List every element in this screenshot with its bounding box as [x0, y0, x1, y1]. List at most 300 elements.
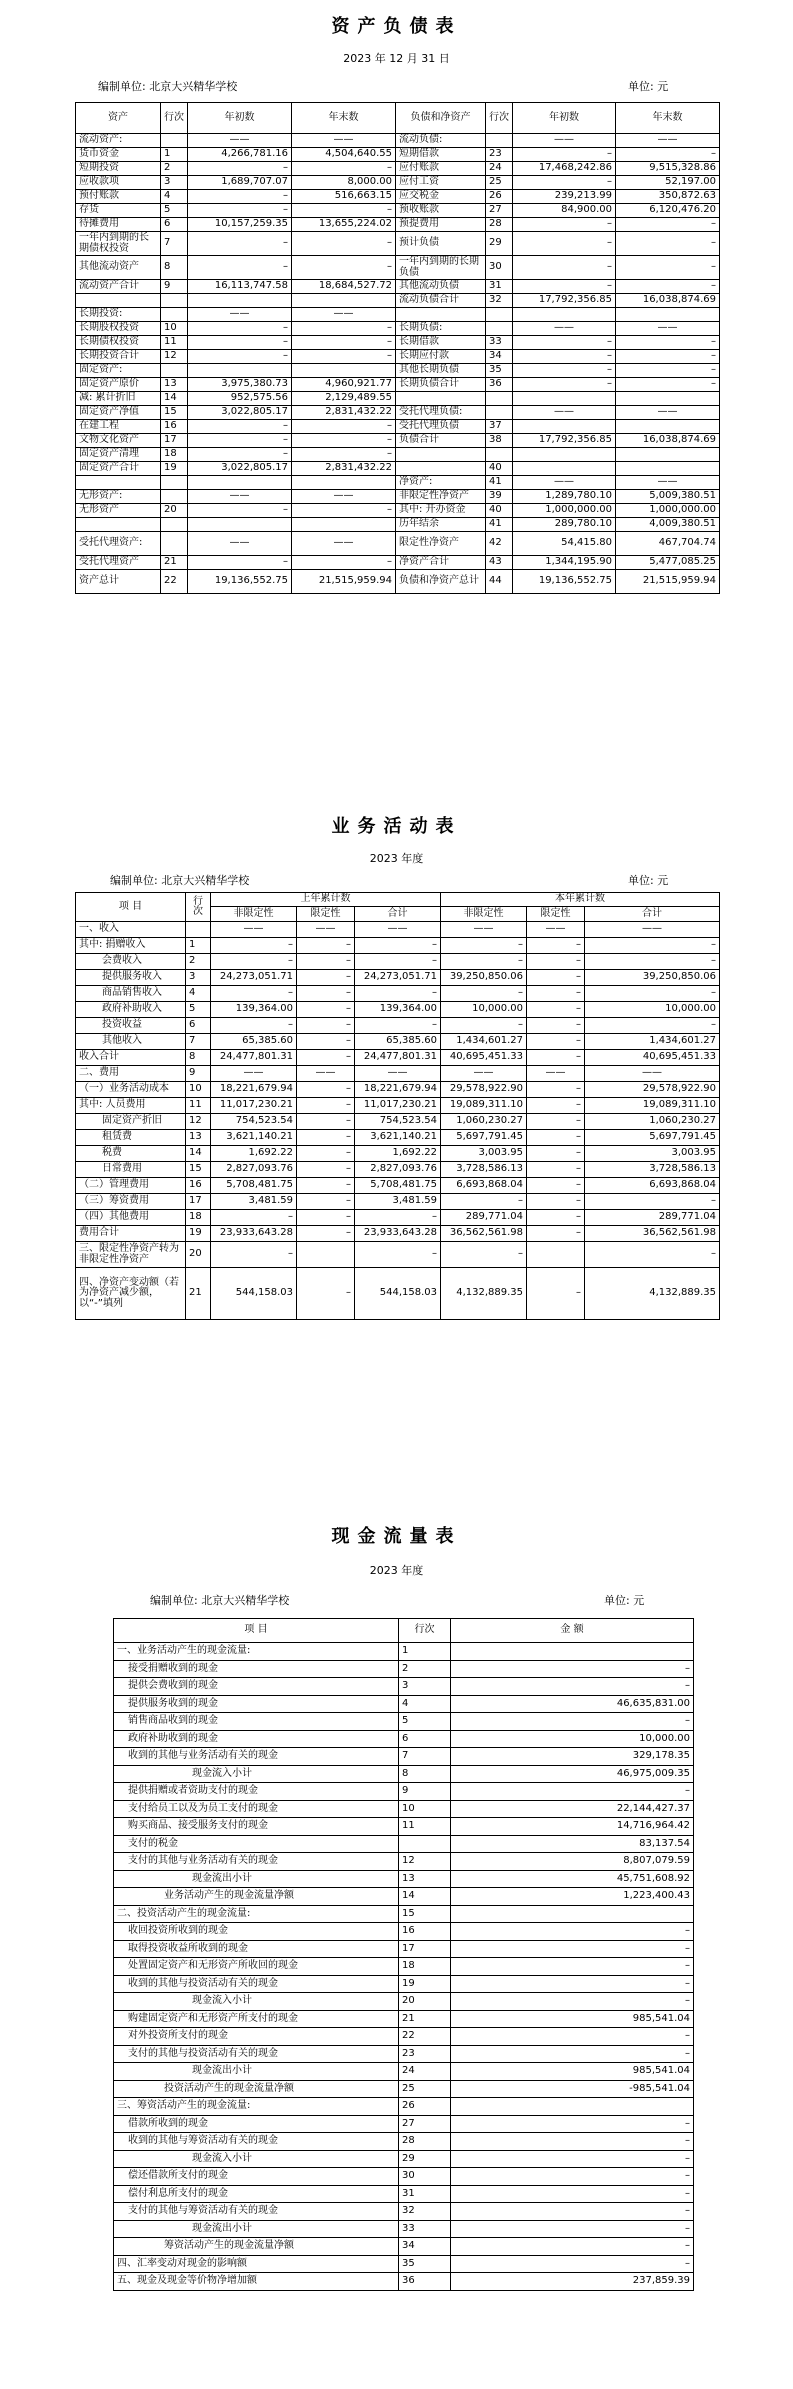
table-cell: ——: [513, 134, 616, 148]
table-cell: （四）其他费用: [76, 1210, 186, 1226]
table-row: [114, 1783, 694, 1801]
table-cell: 5,697,791.45: [585, 1130, 720, 1146]
table-cell: 日常费用: [76, 1162, 186, 1178]
table-cell: ——: [292, 490, 396, 504]
table-cell: 22: [399, 2028, 451, 2046]
table-cell: 14,716,964.42: [451, 1818, 694, 1836]
table-cell: [616, 308, 720, 322]
table-cell: 30: [399, 2168, 451, 2186]
column-header: 限定性: [527, 907, 585, 922]
table-row: [114, 1975, 694, 1993]
table-cell: 2,831,432.22: [292, 406, 396, 420]
table-cell: [513, 448, 616, 462]
table-cell: 14: [186, 1146, 211, 1162]
table-row: [114, 2133, 694, 2151]
table-cell: 5,477,085.25: [616, 556, 720, 570]
column-header-line: 行次: [186, 893, 211, 922]
table-cell: –: [616, 148, 720, 162]
table-cell: –: [292, 434, 396, 448]
table-cell: 6,693,868.04: [441, 1178, 527, 1194]
table-cell: –: [451, 2133, 694, 2151]
table-cell: 4: [161, 190, 188, 204]
table-cell: 支付的其他与投资活动有关的现金: [114, 2045, 399, 2063]
cash-flow-org: 编制单位: 北京大兴精华学校: [150, 1594, 290, 1607]
column-header: 非限定性: [441, 907, 527, 922]
table-header-row: [76, 103, 720, 134]
table-cell: 544,158.03: [355, 1268, 441, 1320]
balance-sheet-table: [75, 102, 720, 594]
table-cell: 3,621,140.21: [211, 1130, 297, 1146]
table-cell: [451, 2098, 694, 2116]
table-row: [76, 218, 720, 232]
table-cell: –: [297, 1114, 355, 1130]
table-cell: 18: [186, 1210, 211, 1226]
table-cell: 1,692.22: [355, 1146, 441, 1162]
table-row: [76, 1268, 720, 1320]
table-cell: 净资产:: [396, 476, 486, 490]
table-cell: 政府补助收到的现金: [114, 1730, 399, 1748]
table-cell: 754,523.54: [211, 1114, 297, 1130]
table-cell: –: [451, 2168, 694, 2186]
table-cell: 25: [486, 176, 513, 190]
table-cell: 2,827,093.76: [355, 1162, 441, 1178]
column-header: 项 目: [114, 1619, 399, 1643]
table-cell: 37: [486, 420, 513, 434]
table-cell: –: [616, 364, 720, 378]
table-cell: 20: [186, 1242, 211, 1268]
table-cell: [513, 462, 616, 476]
table-row: [76, 1098, 720, 1114]
table-cell: 44: [486, 570, 513, 594]
column-header: 合计: [355, 907, 441, 922]
table-cell: 收到的其他与筹资活动有关的现金: [114, 2133, 399, 2151]
table-cell: 固定资产原价: [76, 378, 161, 392]
table-cell: 接受捐赠收到的现金: [114, 1660, 399, 1678]
table-cell: [396, 448, 486, 462]
table-row: [76, 570, 720, 594]
table-row: [114, 1888, 694, 1906]
activity-statement-table: [75, 892, 720, 1320]
table-cell: 17,792,356.85: [513, 294, 616, 308]
table-cell: –: [292, 504, 396, 518]
table-cell: 14: [399, 1888, 451, 1906]
table-cell: 28: [399, 2133, 451, 2151]
table-cell: 6: [186, 1018, 211, 1034]
table-cell: 36: [486, 378, 513, 392]
table-row: [76, 378, 720, 392]
table-cell: 12: [186, 1114, 211, 1130]
table-cell: –: [616, 256, 720, 280]
table-cell: –: [513, 218, 616, 232]
table-cell: –: [451, 2255, 694, 2273]
table-cell: 短期投资: [76, 162, 161, 176]
table-cell: 偿付利息所支付的现金: [114, 2185, 399, 2203]
table-cell: –: [451, 2185, 694, 2203]
table-cell: [76, 294, 161, 308]
table-row: [76, 190, 720, 204]
table-cell: 10,000.00: [451, 1730, 694, 1748]
table-cell: 83,137.54: [451, 1835, 694, 1853]
table-row: [76, 350, 720, 364]
table-cell: –: [188, 448, 292, 462]
table-cell: ——: [441, 922, 527, 938]
table-cell: 5: [161, 204, 188, 218]
table-cell: 65,385.60: [211, 1034, 297, 1050]
table-cell: [399, 1835, 451, 1853]
table-cell: 139,364.00: [211, 1002, 297, 1018]
table-cell: 固定资产清理: [76, 448, 161, 462]
table-row: [76, 490, 720, 504]
table-cell: –: [513, 280, 616, 294]
table-cell: ——: [616, 322, 720, 336]
table-cell: [188, 518, 292, 532]
table-cell: 20: [399, 1993, 451, 2011]
table-cell: 39,250,850.06: [585, 970, 720, 986]
table-row: [114, 1765, 694, 1783]
table-cell: 对外投资所支付的现金: [114, 2028, 399, 2046]
table-cell: 应收款项: [76, 176, 161, 190]
table-cell: 4,132,889.35: [441, 1268, 527, 1320]
table-cell: -985,541.04: [451, 2080, 694, 2098]
table-cell: 15: [399, 1905, 451, 1923]
table-cell: –: [297, 1178, 355, 1194]
table-cell: 长期借款: [396, 336, 486, 350]
cash-flow-table: [113, 1618, 694, 2291]
column-header-prev-year: 上年累计数: [211, 893, 441, 907]
table-cell: 筹资活动产生的现金流量净额: [114, 2238, 399, 2256]
table-cell: 289,780.10: [513, 518, 616, 532]
table-cell: –: [513, 232, 616, 256]
table-cell: 19: [186, 1226, 211, 1242]
table-cell: 237,859.39: [451, 2273, 694, 2291]
table-cell: ——: [616, 476, 720, 490]
table-cell: –: [188, 256, 292, 280]
table-cell: 长期负债:: [396, 322, 486, 336]
table-cell: 1,692.22: [211, 1146, 297, 1162]
table-cell: [513, 308, 616, 322]
table-row: [114, 2238, 694, 2256]
table-cell: 15: [186, 1162, 211, 1178]
table-row: [76, 1146, 720, 1162]
table-cell: 借款所收到的现金: [114, 2115, 399, 2133]
table-cell: [161, 294, 188, 308]
table-cell: 现金流出小计: [114, 1870, 399, 1888]
table-row: [76, 204, 720, 218]
table-cell: ——: [292, 532, 396, 556]
table-cell: –: [451, 1678, 694, 1696]
table-cell: –: [292, 162, 396, 176]
table-cell: 45,751,608.92: [451, 1870, 694, 1888]
table-cell: 1,344,195.90: [513, 556, 616, 570]
table-row: [76, 504, 720, 518]
table-cell: –: [527, 1268, 585, 1320]
column-header: 限定性: [297, 907, 355, 922]
table-cell: ——: [188, 490, 292, 504]
cash-flow-year: 2023 年度: [369, 1564, 424, 1577]
table-cell: –: [297, 986, 355, 1002]
table-cell: –: [355, 1018, 441, 1034]
table-cell: 13: [399, 1870, 451, 1888]
table-cell: –: [188, 556, 292, 570]
table-cell: 一、业务活动产生的现金流量:: [114, 1643, 399, 1661]
table-cell: 购建固定资产和无形资产所支付的现金: [114, 2010, 399, 2028]
table-cell: –: [297, 1194, 355, 1210]
table-cell: [188, 294, 292, 308]
table-cell: 33: [486, 336, 513, 350]
table-cell: 84,900.00: [513, 204, 616, 218]
table-cell: 货币资金: [76, 148, 161, 162]
table-cell: 42: [486, 532, 513, 556]
table-cell: 现金流出小计: [114, 2220, 399, 2238]
table-row: [76, 1050, 720, 1066]
column-header-curr-year: 本年累计数: [441, 893, 720, 907]
table-cell: 36: [399, 2273, 451, 2291]
table-cell: [486, 134, 513, 148]
table-row: [114, 2098, 694, 2116]
table-cell: 38: [486, 434, 513, 448]
table-row: [76, 462, 720, 476]
table-cell: 一年内到期的长期负债: [396, 256, 486, 280]
table-cell: 27: [399, 2115, 451, 2133]
table-cell: 239,213.99: [513, 190, 616, 204]
table-cell: 52,197.00: [616, 176, 720, 190]
table-cell: ——: [441, 1066, 527, 1082]
table-row: [114, 2010, 694, 2028]
table-cell: 1,000,000.00: [616, 504, 720, 518]
table-cell: 处置固定资产和无形资产所收回的现金: [114, 1958, 399, 1976]
table-cell: –: [513, 350, 616, 364]
table-cell: 3,728,586.13: [441, 1162, 527, 1178]
table-cell: 16,038,874.69: [616, 434, 720, 448]
table-cell: 3: [161, 176, 188, 190]
table-cell: 长期投资:: [76, 308, 161, 322]
table-cell: 一年内到期的长期债权投资: [76, 232, 161, 256]
table-cell: –: [527, 1082, 585, 1098]
table-cell: –: [297, 1034, 355, 1050]
table-cell: –: [292, 336, 396, 350]
table-cell: –: [527, 1018, 585, 1034]
table-cell: 31: [399, 2185, 451, 2203]
table-cell: –: [616, 280, 720, 294]
table-cell: 1,434,601.27: [585, 1034, 720, 1050]
table-cell: 40: [486, 504, 513, 518]
table-cell: 限定性净资产: [396, 532, 486, 556]
table-cell: –: [211, 1242, 297, 1268]
table-cell: 二、费用: [76, 1066, 186, 1082]
table-cell: 预计负债: [396, 232, 486, 256]
table-cell: 9,515,328.86: [616, 162, 720, 176]
table-cell: 税费: [76, 1146, 186, 1162]
table-row: [76, 420, 720, 434]
table-row: [114, 1660, 694, 1678]
table-row: [114, 1923, 694, 1941]
activity-statement-year: 2023 年度: [369, 852, 424, 865]
table-cell: 五、现金及现金等价物净增加额: [114, 2273, 399, 2291]
table-cell: –: [527, 986, 585, 1002]
table-cell: –: [441, 986, 527, 1002]
table-row: [76, 1034, 720, 1050]
table-cell: 23: [399, 2045, 451, 2063]
table-row: [76, 1130, 720, 1146]
table-cell: 预付账款: [76, 190, 161, 204]
table-cell: 15: [161, 406, 188, 420]
table-cell: 22,144,427.37: [451, 1800, 694, 1818]
table-cell: [161, 490, 188, 504]
table-cell: 13,655,224.02: [292, 218, 396, 232]
table-cell: –: [451, 1660, 694, 1678]
table-cell: ——: [513, 406, 616, 420]
table-cell: [396, 462, 486, 476]
table-cell: –: [297, 954, 355, 970]
table-cell: –: [616, 378, 720, 392]
table-cell: 取得投资收益所收到的现金: [114, 1940, 399, 1958]
table-cell: 18,684,527.72: [292, 280, 396, 294]
table-cell: –: [527, 1162, 585, 1178]
table-cell: 7: [161, 232, 188, 256]
table-cell: [292, 518, 396, 532]
table-cell: 24,273,051.71: [355, 970, 441, 986]
table-row: [114, 1748, 694, 1766]
table-row: [76, 1162, 720, 1178]
table-cell: 29,578,922.90: [585, 1082, 720, 1098]
balance-sheet-date: 2023 年 12 月 31 日: [343, 52, 450, 65]
table-row: [114, 1940, 694, 1958]
table-cell: 长期应付款: [396, 350, 486, 364]
table-cell: 329,178.35: [451, 1748, 694, 1766]
table-cell: –: [355, 938, 441, 954]
table-row: [76, 1114, 720, 1130]
table-cell: 31: [486, 280, 513, 294]
table-cell: [188, 364, 292, 378]
table-cell: –: [211, 1210, 297, 1226]
column-header: 年末数: [292, 103, 396, 134]
table-cell: 3,022,805.17: [188, 462, 292, 476]
table-row: [76, 1002, 720, 1018]
table-cell: 14: [161, 392, 188, 406]
table-cell: ——: [188, 532, 292, 556]
column-header: 行次: [399, 1619, 451, 1643]
table-cell: 4,504,640.55: [292, 148, 396, 162]
table-cell: 18: [399, 1958, 451, 1976]
table-row: [76, 134, 720, 148]
table-cell: –: [297, 1050, 355, 1066]
table-cell: 516,663.15: [292, 190, 396, 204]
activity-statement-org: 编制单位: 北京大兴精华学校: [110, 874, 250, 887]
table-cell: –: [451, 2028, 694, 2046]
table-cell: 5: [186, 1002, 211, 1018]
table-cell: 长期负债合计: [396, 378, 486, 392]
table-cell: 12: [399, 1853, 451, 1871]
table-cell: 19: [399, 1975, 451, 1993]
table-cell: 预提费用: [396, 218, 486, 232]
table-cell: –: [292, 256, 396, 280]
table-cell: ——: [292, 308, 396, 322]
table-cell: ——: [292, 134, 396, 148]
table-cell: –: [527, 970, 585, 986]
table-cell: 19,136,552.75: [513, 570, 616, 594]
table-cell: 9: [161, 280, 188, 294]
table-cell: 受托代理资产:: [76, 532, 161, 556]
table-cell: [616, 448, 720, 462]
table-cell: ——: [355, 922, 441, 938]
table-cell: [396, 308, 486, 322]
table-cell: –: [527, 1002, 585, 1018]
table-cell: 18,221,679.94: [211, 1082, 297, 1098]
table-cell: 4,132,889.35: [585, 1268, 720, 1320]
column-header: 年初数: [188, 103, 292, 134]
table-cell: –: [527, 1114, 585, 1130]
table-cell: –: [188, 322, 292, 336]
table-cell: ——: [297, 922, 355, 938]
table-cell: 39,250,850.06: [441, 970, 527, 986]
table-cell: 54,415.80: [513, 532, 616, 556]
table-cell: 5,708,481.75: [355, 1178, 441, 1194]
table-cell: 其他长期负债: [396, 364, 486, 378]
table-cell: 其他流动资产: [76, 256, 161, 280]
table-cell: 65,385.60: [355, 1034, 441, 1050]
table-row: [76, 148, 720, 162]
table-cell: –: [451, 2220, 694, 2238]
table-row: [114, 1678, 694, 1696]
table-row: [76, 392, 720, 406]
table-cell: 35: [486, 364, 513, 378]
table-row: [114, 2150, 694, 2168]
table-cell: –: [451, 2045, 694, 2063]
table-cell: 6: [399, 1730, 451, 1748]
table-cell: –: [527, 1146, 585, 1162]
table-cell: 19: [161, 462, 188, 476]
table-cell: –: [297, 938, 355, 954]
table-cell: –: [513, 364, 616, 378]
table-cell: 467,704.74: [616, 532, 720, 556]
table-cell: 17: [186, 1194, 211, 1210]
table-cell: 5,009,380.51: [616, 490, 720, 504]
table-cell: –: [513, 336, 616, 350]
table-row: [76, 1066, 720, 1082]
table-cell: –: [585, 1194, 720, 1210]
column-header: 资产: [76, 103, 161, 134]
table-cell: 17,468,242.86: [513, 162, 616, 176]
table-cell: –: [297, 1226, 355, 1242]
cash-flow-title: 现金流量表: [331, 1526, 462, 1547]
table-row: [76, 476, 720, 490]
table-row: [114, 2115, 694, 2133]
table-cell: –: [585, 1018, 720, 1034]
table-cell: –: [292, 420, 396, 434]
table-cell: 3,481.59: [211, 1194, 297, 1210]
table-cell: –: [355, 954, 441, 970]
table-cell: ——: [297, 1066, 355, 1082]
table-cell: 17: [399, 1940, 451, 1958]
table-cell: 1,223,400.43: [451, 1888, 694, 1906]
table-cell: 2: [161, 162, 188, 176]
table-cell: 40: [486, 462, 513, 476]
table-row: [76, 1210, 720, 1226]
table-cell: 24: [486, 162, 513, 176]
table-cell: –: [451, 2150, 694, 2168]
table-cell: 3,481.59: [355, 1194, 441, 1210]
table-cell: 1,060,230.27: [585, 1114, 720, 1130]
table-cell: [292, 364, 396, 378]
table-cell: 21: [161, 556, 188, 570]
table-cell: 4,960,921.77: [292, 378, 396, 392]
table-cell: [486, 448, 513, 462]
table-cell: 3,728,586.13: [585, 1162, 720, 1178]
table-cell: –: [211, 954, 297, 970]
table-cell: 27: [486, 204, 513, 218]
table-cell: 12: [161, 350, 188, 364]
table-cell: 4: [186, 986, 211, 1002]
